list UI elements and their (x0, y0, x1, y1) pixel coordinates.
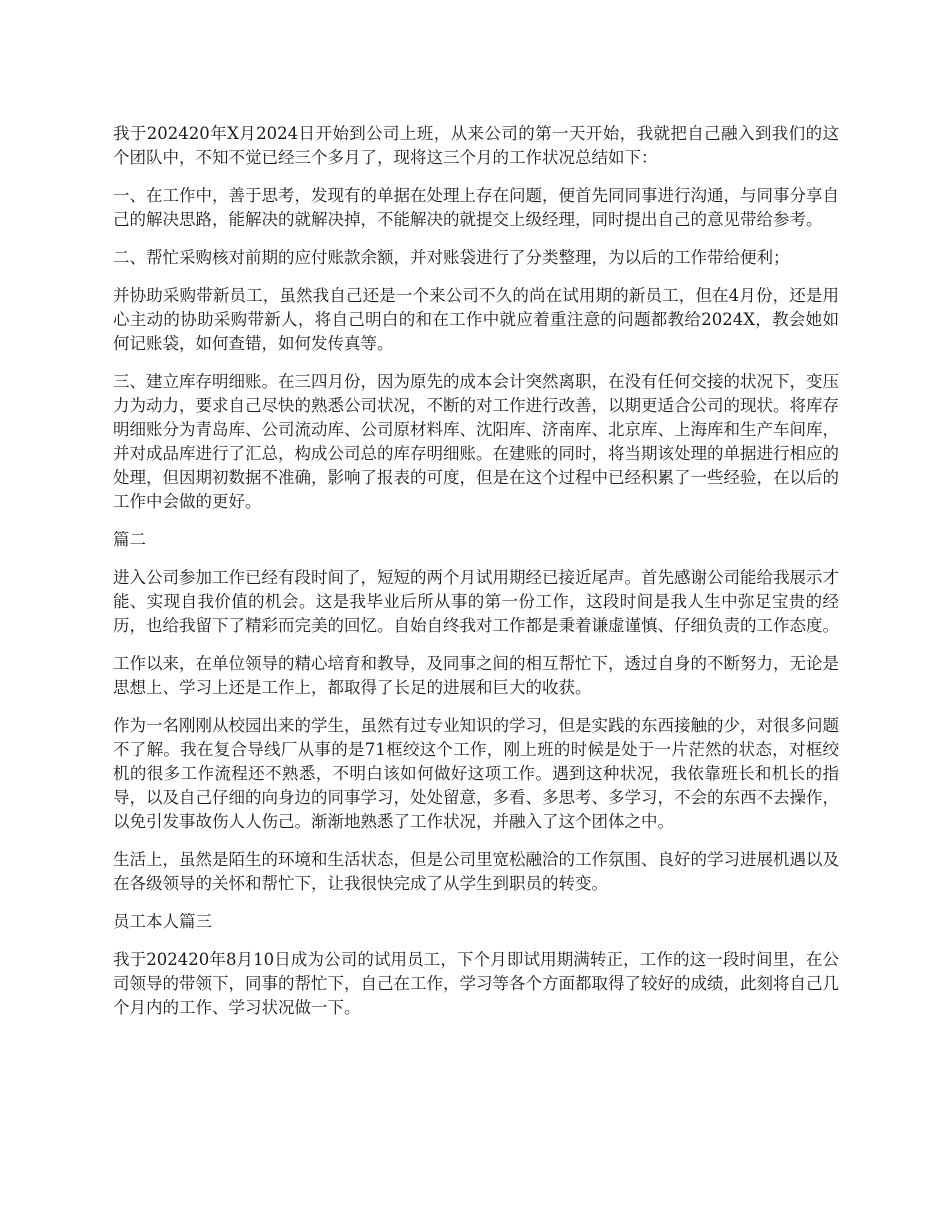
point-three-paragraph: 三、建立库存明细账。在三四月份，因为原先的成本会计突然离职，在没有任何交接的状况下，变压力为动力，要求自己尽快的熟悉公司状况，不断的对工作进行改善，以期更适合公司的现状。将库存明细账分为青岛库、公司流动库、公司原材料库、沈阳库、济南库、北京库、上海库和生产车间库，并对成品库进行了汇总，构成公司总的库存明细账。在建账的同时，将当期该处理的单据进行相应的处理，但因期初数据不准确，影响了报表的可度，但是在这个过程中已经积累了一些经验，在以后的工作中会做的更好。 (113, 372, 839, 511)
section-heading-part-three: 员工本人篇三 (113, 912, 212, 931)
work-progress-paragraph: 工作以来，在单位领导的精心培育和教导，及同事之间的相互帮忙下，透过自身的不断努力，无论是思想上、学习上还是工作上，都取得了长足的进展和巨大的收获。 (113, 654, 839, 697)
part-three-intro-paragraph: 我于202420年8月10日成为公司的试用员工，下个月即试用期满转正，工作的这一段时间里，在公司领导的带领下，同事的帮忙下，自己在工作，学习等各个方面都取得了较好的成绩，此刻将自己几个月内的工作、学习状况做一下。 (113, 950, 839, 1017)
intro-paragraph: 我于202420年X月2024日开始到公司上班，从来公司的第一天开始，我就把自己融入到我们的这个团队中，不知不觉已经三个多月了，现将这三个月的工作状况总结如下： (113, 124, 839, 167)
document-body (113, 122, 839, 1034)
life-paragraph: 生活上，虽然是陌生的环境和生活状态，但是公司里宽松融洽的工作氛围、良好的学习进展机遇以及在各级领导的关怀和帮忙下，让我很快完成了从学生到职员的转变。 (113, 850, 839, 893)
student-experience-paragraph: 作为一名刚刚从校园出来的学生，虽然有过专业知识的学习，但是实践的东西接触的少，对很多问题不了解。我在复合导线厂从事的是71框绞这个工作，刚上班的时候是处于一片茫然的状态，对框绞机的很多工作流程还不熟悉，不明白该如何做好这项工作。遇到这种状况，我依靠班长和机长的指导，以及自己仔细的向身边的同事学习，处处留意，多看、多思考、多学习，不会的东西不去操作，以免引发事故伤人人伤己。渐渐地熟悉了工作状况，并融入了这个团体之中。 (113, 716, 839, 831)
point-one-paragraph: 一、在工作中，善于思考，发现有的单据在处理上存在问题，便首先同同事进行沟通，与同事分享自己的解决思路，能解决的就解决掉，不能解决的就提交上级经理，同时提出自己的意见带给参考。 (113, 186, 839, 229)
training-paragraph: 并协助采购带新员工，虽然我自己还是一个来公司不久的尚在试用期的新员工，但在4月份，还是用心主动的协助采购带新人，将自己明白的和在工作中就应着重注意的问题都教给2024X，教会她如何记账袋，如何查错，如何发传真等。 (113, 286, 839, 353)
part-two-intro-paragraph: 进入公司参加工作已经有段时间了，短短的两个月试用期经已接近尾声。首先感谢公司能给我展示才能、实现自我价值的机会。这是我毕业后所从事的第一份工作，这段时间是我人生中弥足宝贵的经历，也给我留下了精彩而完美的回忆。自始自终我对工作都是秉着谦虚谨慎、仔细负责的工作态度。 (113, 568, 839, 635)
point-two-paragraph: 二、帮忙采购核对前期的应付账款余额，并对账袋进行了分类整理，为以后的工作带给便利； (113, 248, 790, 267)
section-heading-part-two: 篇二 (113, 530, 146, 549)
